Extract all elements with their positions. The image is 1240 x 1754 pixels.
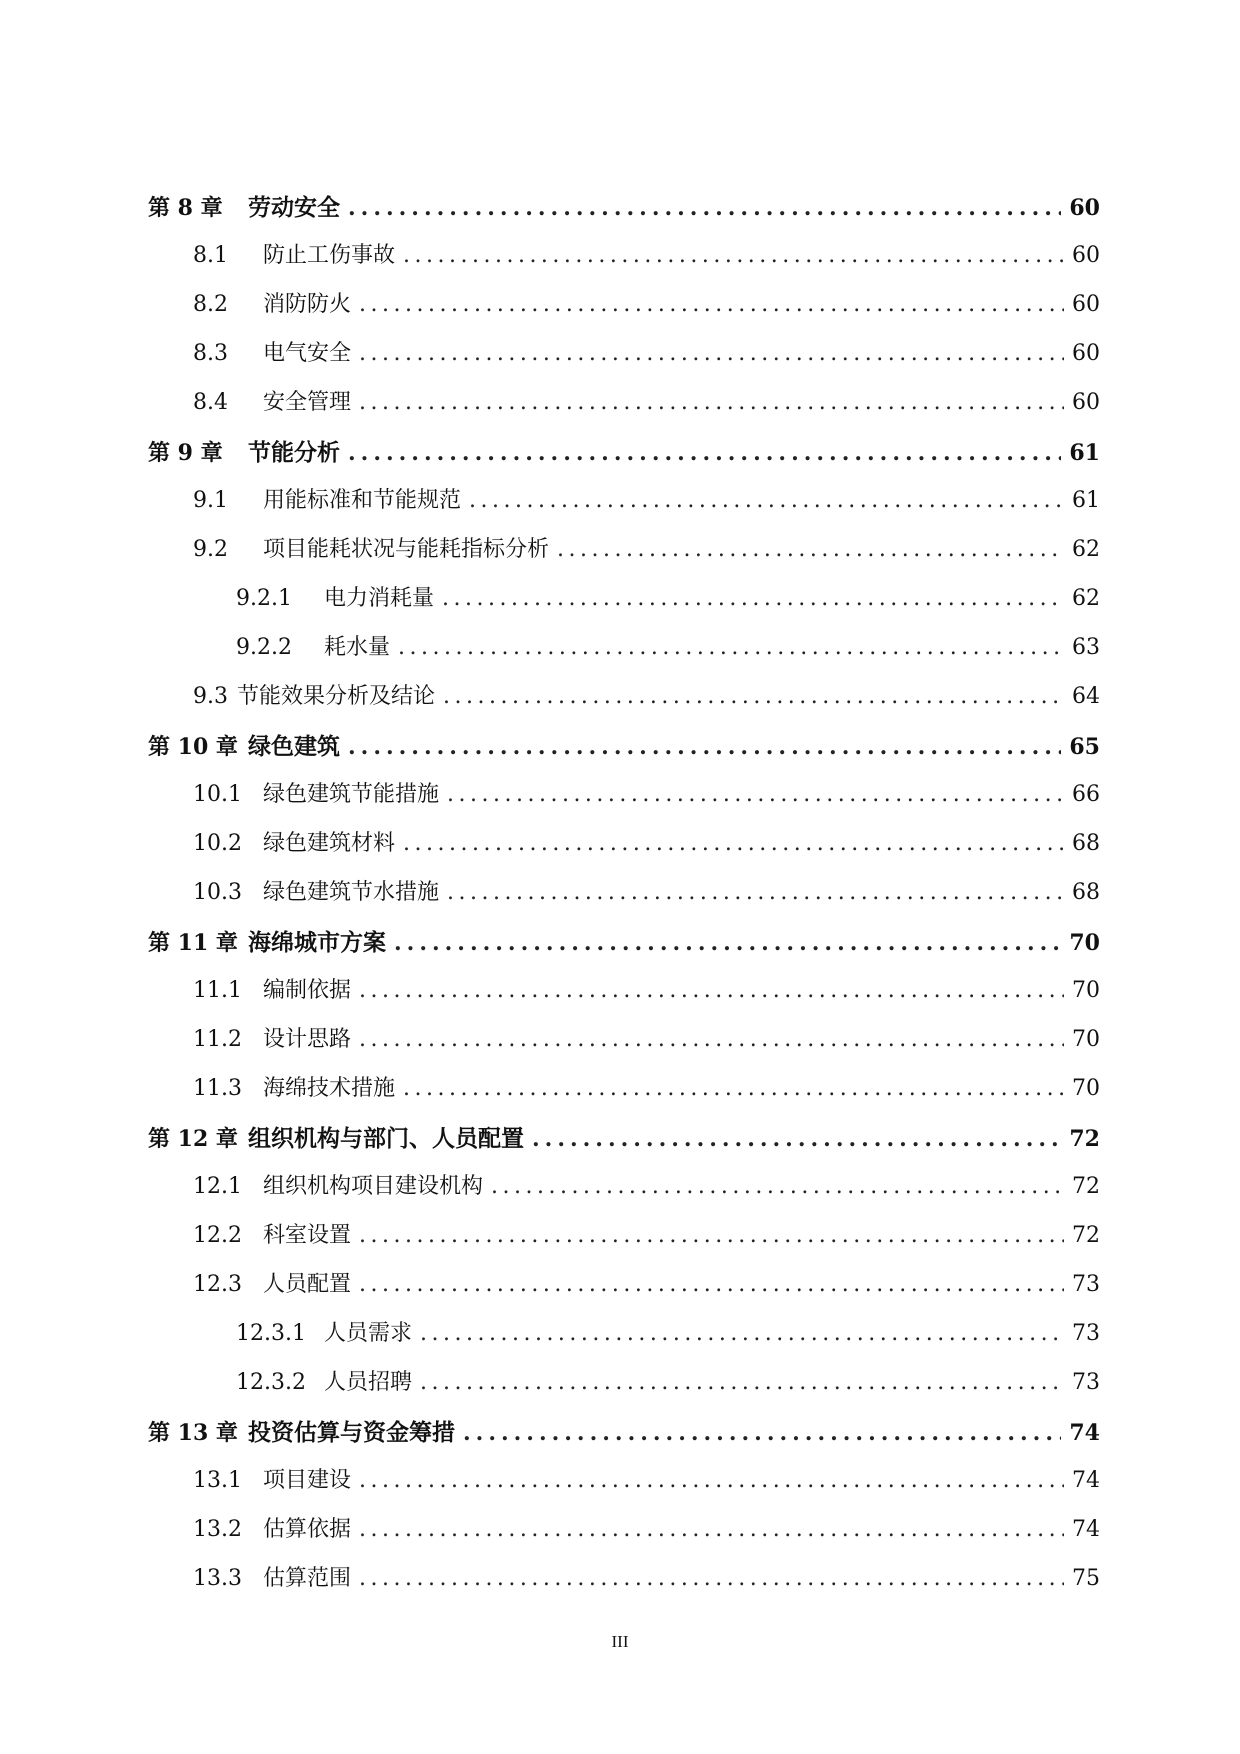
toc-entry-page: 60 [1069, 195, 1100, 221]
toc-entry-number: 第 11 章 [148, 930, 238, 956]
toc-section-entry[interactable] [0, 1512, 1240, 1561]
toc-section-entry[interactable] [0, 973, 1240, 1022]
toc-dot-leader [359, 1566, 1064, 1591]
toc-entry-title: 防止工伤事故 [263, 243, 396, 268]
toc-section-entry[interactable] [0, 385, 1240, 434]
toc-section-entry[interactable] [0, 1267, 1240, 1316]
toc-entry-page: 70 [1072, 1027, 1100, 1052]
toc-section-entry[interactable] [0, 1365, 1240, 1414]
toc-entry-number: 12.3 [193, 1272, 242, 1297]
toc-dot-leader [394, 930, 1061, 956]
toc-entry-number: 9.2.2 [236, 635, 292, 660]
toc-entry-number: 13.2 [193, 1517, 242, 1542]
toc-entry-number: 8.3 [193, 341, 228, 366]
toc-entry-page: 61 [1069, 440, 1100, 466]
toc-dot-leader [348, 195, 1061, 221]
toc-dot-leader [443, 684, 1064, 709]
toc-entry-number: 第 12 章 [148, 1126, 238, 1152]
toc-entry-page: 70 [1072, 978, 1100, 1003]
toc-entry-page: 72 [1072, 1223, 1100, 1248]
toc-entry-number: 11.2 [193, 1027, 242, 1052]
toc-entry-number: 第 8 章 [148, 195, 223, 221]
toc-entry-page: 63 [1072, 635, 1100, 660]
toc-entry-number: 8.4 [193, 390, 228, 415]
toc-entry-page: 65 [1069, 734, 1100, 760]
toc-dot-leader [463, 1420, 1061, 1446]
toc-entry-number: 12.3.2 [236, 1370, 306, 1395]
toc-entry-number: 第 9 章 [148, 440, 223, 466]
table-of-contents [0, 189, 1240, 1610]
toc-entry-number: 9.2.1 [236, 586, 292, 611]
toc-entry-page: 72 [1072, 1174, 1100, 1199]
toc-entry-number: 11.1 [193, 978, 242, 1003]
toc-entry-title: 耗水量 [324, 635, 391, 660]
toc-entry-page: 68 [1072, 880, 1100, 905]
toc-section-entry[interactable] [0, 777, 1240, 826]
toc-entry-number: 13.3 [193, 1566, 242, 1591]
toc-entry-number: 8.2 [193, 292, 228, 317]
toc-dot-leader [491, 1174, 1064, 1199]
toc-dot-leader [359, 1027, 1064, 1052]
toc-dot-leader [359, 390, 1064, 415]
toc-entry-title: 节能效果分析及结论 [237, 684, 436, 709]
toc-entry-page: 70 [1069, 930, 1100, 956]
toc-dot-leader [359, 978, 1064, 1003]
toc-section-entry[interactable] [0, 826, 1240, 875]
toc-entry-title: 估算依据 [263, 1517, 352, 1542]
toc-entry-title: 消防防火 [263, 292, 352, 317]
toc-entry-number: 10.1 [193, 782, 242, 807]
toc-chapter-entry[interactable] [0, 924, 1240, 973]
toc-entry-page: 62 [1072, 586, 1100, 611]
toc-entry-title: 人员需求 [324, 1321, 413, 1346]
toc-entry-title: 绿色建筑节能措施 [263, 782, 440, 807]
toc-dot-leader [420, 1370, 1064, 1395]
toc-dot-leader [403, 1076, 1064, 1101]
toc-dot-leader [359, 341, 1064, 366]
toc-section-entry[interactable] [0, 1463, 1240, 1512]
toc-entry-title: 绿色建筑节水措施 [263, 880, 440, 905]
toc-entry-page: 66 [1072, 782, 1100, 807]
toc-entry-title: 项目能耗状况与能耗指标分析 [263, 537, 550, 562]
toc-entry-title: 绿色建筑 [248, 733, 340, 760]
toc-entry-number: 13.1 [193, 1468, 242, 1493]
toc-entry-page: 60 [1072, 390, 1100, 415]
toc-dot-leader [398, 635, 1064, 660]
page-number-footer: III [611, 1632, 629, 1651]
toc-section-entry[interactable] [0, 532, 1240, 581]
toc-entry-page: 70 [1072, 1076, 1100, 1101]
toc-entry-title: 电力消耗量 [324, 586, 435, 611]
toc-entry-page: 64 [1072, 684, 1100, 709]
toc-section-entry[interactable] [0, 1218, 1240, 1267]
toc-entry-number: 9.2 [193, 537, 228, 562]
toc-dot-leader [469, 488, 1064, 513]
toc-entry-title: 用能标准和节能规范 [263, 488, 462, 513]
toc-dot-leader [403, 831, 1064, 856]
toc-entry-number: 11.3 [193, 1076, 242, 1101]
toc-chapter-entry[interactable] [0, 1120, 1240, 1169]
toc-section-entry[interactable] [0, 483, 1240, 532]
toc-entry-page: 72 [1069, 1126, 1100, 1152]
toc-dot-leader [447, 782, 1064, 807]
toc-section-entry[interactable] [0, 336, 1240, 385]
toc-entry-title: 项目建设 [263, 1468, 352, 1493]
toc-section-entry[interactable] [0, 679, 1240, 728]
toc-entry-number: 10.2 [193, 831, 242, 856]
toc-dot-leader [420, 1321, 1064, 1346]
toc-entry-page: 74 [1072, 1468, 1100, 1493]
toc-entry-page: 74 [1072, 1517, 1100, 1542]
toc-entry-title: 绿色建筑材料 [263, 831, 396, 856]
toc-chapter-entry[interactable] [0, 728, 1240, 777]
toc-entry-title: 组织机构项目建设机构 [263, 1174, 484, 1199]
toc-section-entry[interactable] [0, 1561, 1240, 1610]
toc-entry-title: 投资估算与资金筹措 [248, 1419, 455, 1446]
toc-entry-title: 估算范围 [263, 1566, 352, 1591]
toc-dot-leader [442, 586, 1064, 611]
toc-dot-leader [532, 1126, 1061, 1152]
toc-entry-title: 设计思路 [263, 1027, 352, 1052]
toc-section-entry[interactable] [0, 287, 1240, 336]
toc-section-entry[interactable] [0, 875, 1240, 924]
toc-entry-number: 8.1 [193, 243, 228, 268]
toc-entry-number: 10.3 [193, 880, 242, 905]
toc-entry-title: 人员招聘 [324, 1370, 413, 1395]
toc-entry-page: 74 [1069, 1420, 1100, 1446]
toc-entry-page: 75 [1072, 1566, 1100, 1591]
toc-entry-page: 68 [1072, 831, 1100, 856]
toc-section-entry[interactable] [0, 1071, 1240, 1120]
toc-entry-page: 60 [1072, 341, 1100, 366]
toc-dot-leader [557, 537, 1064, 562]
toc-section-entry[interactable] [0, 1022, 1240, 1071]
toc-entry-title: 节能分析 [248, 439, 340, 466]
toc-chapter-entry[interactable] [0, 1414, 1240, 1463]
toc-entry-title: 科室设置 [263, 1223, 352, 1248]
toc-dot-leader [359, 292, 1064, 317]
toc-entry-number: 第 10 章 [148, 734, 238, 760]
toc-section-entry[interactable] [0, 238, 1240, 287]
toc-entry-page: 61 [1072, 488, 1100, 513]
toc-dot-leader [359, 1468, 1064, 1493]
toc-dot-leader [359, 1272, 1064, 1297]
toc-entry-number: 9.3 [193, 684, 228, 709]
toc-dot-leader [359, 1223, 1064, 1248]
toc-entry-page: 60 [1072, 292, 1100, 317]
toc-entry-number: 12.3.1 [236, 1321, 306, 1346]
toc-dot-leader [403, 243, 1064, 268]
toc-section-entry[interactable] [0, 630, 1240, 679]
toc-entry-title: 劳动安全 [248, 194, 340, 221]
toc-entry-title: 安全管理 [263, 390, 352, 415]
toc-dot-leader [359, 1517, 1064, 1542]
toc-entry-title: 人员配置 [263, 1272, 352, 1297]
toc-chapter-entry[interactable] [0, 434, 1240, 483]
toc-dot-leader [447, 880, 1064, 905]
toc-entry-number: 12.2 [193, 1223, 242, 1248]
toc-entry-page: 60 [1072, 243, 1100, 268]
toc-entry-title: 海绵城市方案 [248, 929, 386, 956]
toc-section-entry[interactable] [0, 581, 1240, 630]
toc-entry-title: 海绵技术措施 [263, 1076, 396, 1101]
toc-entry-page: 73 [1072, 1321, 1100, 1346]
toc-entry-page: 62 [1072, 537, 1100, 562]
toc-dot-leader [348, 440, 1061, 466]
toc-section-entry[interactable] [0, 1316, 1240, 1365]
toc-entry-number: 第 13 章 [148, 1420, 238, 1446]
toc-entry-number: 9.1 [193, 488, 228, 513]
toc-chapter-entry[interactable] [0, 189, 1240, 238]
toc-entry-title: 编制依据 [263, 978, 352, 1003]
toc-dot-leader [348, 734, 1061, 760]
toc-entry-title: 组织机构与部门、人员配置 [248, 1125, 524, 1152]
toc-entry-page: 73 [1072, 1370, 1100, 1395]
toc-entry-number: 12.1 [193, 1174, 242, 1199]
toc-section-entry[interactable] [0, 1169, 1240, 1218]
toc-entry-title: 电气安全 [263, 341, 352, 366]
toc-entry-page: 73 [1072, 1272, 1100, 1297]
